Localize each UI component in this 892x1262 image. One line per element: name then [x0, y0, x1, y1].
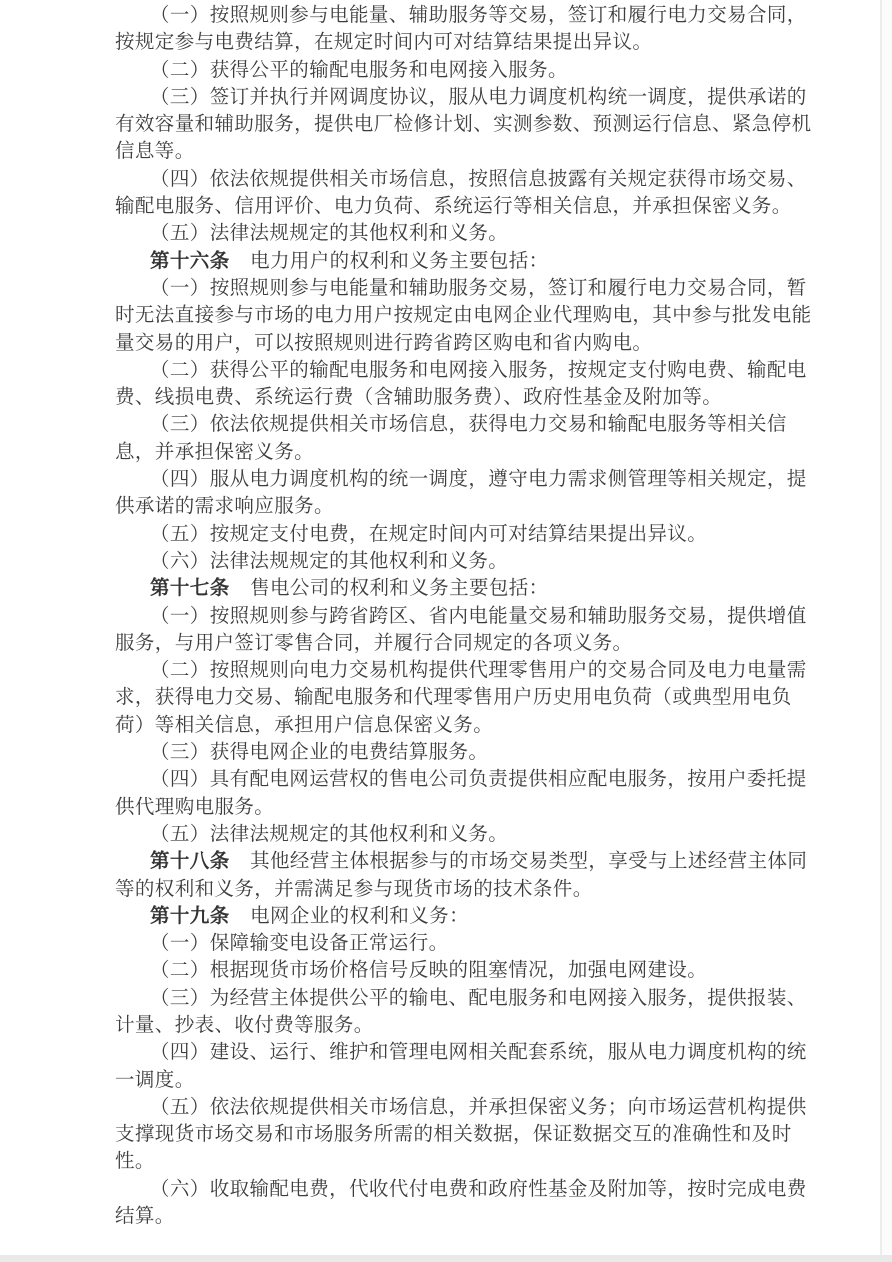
line-text: 一调度。: [115, 1069, 195, 1091]
text-line: [115, 957, 797, 984]
line-text: （五）法律法规规定的其他权利和义务。: [150, 823, 509, 845]
line-text: （二）获得公平的输配电服务和电网接入服务，按规定支付购电费、输配电: [150, 359, 807, 381]
article-number: 第十九条: [150, 905, 230, 927]
line-text: 供承诺的需求响应服务。: [115, 496, 334, 518]
line-text: 性。: [115, 1151, 155, 1173]
text-line: [115, 138, 797, 165]
line-text: （二）获得公平的输配电服务和电网接入服务。: [150, 59, 568, 81]
page-bottom-edge: [0, 1255, 892, 1262]
line-text: （一）按照规则参与电能量、辅助服务等交易，签订和履行电力交易合同，: [150, 5, 807, 26]
line-text: 电力用户的权利和义务主要包括：: [250, 250, 549, 272]
text-line: [115, 493, 797, 520]
text-line: [115, 220, 797, 247]
line-text: 其他经营主体根据参与的市场交易类型，享受与上述经营主体同: [250, 851, 808, 873]
line-text: （三）签订并执行并网调度协议，服从电力调度机构统一调度，提供承诺的: [150, 86, 807, 108]
article-heading-line: [115, 903, 797, 930]
line-text: 结算。: [115, 1206, 175, 1228]
line-text: （四）依法依规提供相关市场信息，按照信息披露有关规定获得市场交易、: [150, 168, 807, 190]
line-text: （五）法律法规规定的其他权利和义务。: [150, 223, 509, 245]
text-line: [115, 57, 797, 84]
line-text: （四）服从电力调度机构的统一调度，遵守电力需求侧管理等相关规定，提: [150, 469, 807, 491]
line-text: 信息等。: [115, 141, 195, 163]
line-text: （三）获得电网企业的电费结算服务。: [150, 742, 489, 764]
line-text: 息，并承担保密义务。: [115, 441, 315, 463]
text-line: [115, 766, 807, 793]
text-line: [115, 1148, 797, 1175]
line-text: 支撑现货市场交易和市场服务所需的相关数据，保证数据交互的准确性和及时: [115, 1124, 792, 1146]
text-line: [115, 548, 797, 575]
page-right-edge: [880, 0, 882, 1262]
line-text: 输配电服务、信用评价、电力负荷、系统运行等相关信息，并承担保密义务。: [115, 196, 792, 218]
text-line: [115, 985, 807, 1012]
line-text: （一）按照规则参与跨省跨区、省内电能量交易和辅助服务交易，提供增值: [150, 605, 807, 627]
line-text: 求，获得电力交易、输配电服务和代理零售用户历史用电负荷（或典型用电负: [115, 687, 792, 709]
text-line: [115, 739, 797, 766]
article-number: 第十七条: [150, 578, 230, 600]
line-text: （六）收取输配电费，代收代付电费和政府性基金及附加等，按时完成电费: [150, 1178, 807, 1200]
text-line: [115, 712, 797, 739]
line-text: （二）根据现货市场价格信号反映的阻塞情况，加强电网建设。: [150, 960, 708, 982]
line-text: 有效容量和辅助服务，提供电厂检修计划、实测参数、预测运行信息、紧急停机: [115, 114, 812, 136]
text-line: [115, 630, 797, 657]
line-text: 时无法直接参与市场的电力用户按规定由电网企业代理购电，其中参与批发电能: [115, 305, 812, 327]
text-line: [115, 1203, 797, 1230]
line-text: （一）按照规则参与电能量和辅助服务交易，签订和履行电力交易合同，暂: [150, 277, 807, 299]
line-text: （三）依法依规提供相关市场信息，获得电力交易和输配电服务等相关信: [150, 414, 787, 436]
article-number: 第十八条: [150, 851, 230, 873]
text-line: [115, 1121, 797, 1148]
text-line: [115, 302, 812, 329]
line-text: 计量、抄表、收付费等服务。: [115, 1014, 374, 1036]
text-line: [115, 684, 797, 711]
text-line: [115, 411, 797, 438]
text-line: [115, 657, 807, 684]
text-line: [115, 357, 807, 384]
article-heading-line: [115, 848, 808, 875]
article-heading-line: [115, 248, 797, 275]
text-line: [115, 330, 797, 357]
text-line: [115, 193, 797, 220]
text-line: [115, 1176, 807, 1203]
line-text: （三）为经营主体提供公平的输电、配电服务和电网接入服务，提供报装、: [150, 987, 807, 1009]
line-text: 等的权利和义务，并需满足参与现货市场的技术条件。: [115, 878, 593, 900]
text-line: [115, 1067, 797, 1094]
text-line: [115, 603, 807, 630]
text-line: [115, 794, 797, 821]
text-line: [115, 876, 797, 903]
text-line: [115, 29, 797, 56]
line-text: （五）依法依规提供相关市场信息，并承担保密义务；向市场运营机构提供: [150, 1096, 807, 1118]
text-line: [115, 930, 797, 957]
line-text: （五）按规定支付电费，在规定时间内可对结算结果提出异议。: [150, 523, 708, 545]
line-text: （二）按照规则向电力交易机构提供代理零售用户的交易合同及电力电量需: [150, 660, 807, 682]
text-line: [115, 111, 812, 138]
line-text: 按规定参与电费结算，在规定时间内可对结算结果提出异议。: [115, 32, 653, 54]
text-line: [115, 439, 797, 466]
text-line: [115, 275, 807, 302]
text-line: [115, 384, 797, 411]
text-line: [115, 466, 807, 493]
page-right-shade: [882, 0, 892, 1262]
article-heading-line: [115, 575, 797, 602]
document-body: [115, 2, 812, 1230]
text-line: [115, 1094, 807, 1121]
text-line: [115, 84, 807, 111]
text-line: [115, 1012, 797, 1039]
text-line: [115, 1039, 807, 1066]
line-text: 荷）等相关信息，承担用户信息保密义务。: [115, 714, 494, 736]
text-line: [115, 2, 807, 29]
line-text: 费、线损电费、系统运行费（含辅助服务费）、政府性基金及附加等。: [115, 387, 723, 409]
line-text: 量交易的用户，可以按照规则进行跨省跨区购电和省内购电。: [115, 332, 653, 354]
line-text: 服务，与用户签订零售合同，并履行合同规定的各项义务。: [115, 632, 633, 654]
text-line: [115, 166, 807, 193]
text-line: [115, 821, 797, 848]
line-text: （四）建设、运行、维护和管理电网相关配套系统，服从电力调度机构的统: [150, 1042, 807, 1064]
line-text: 售电公司的权利和义务主要包括：: [250, 578, 549, 600]
line-text: 电网企业的权利和义务：: [250, 905, 469, 927]
article-number: 第十六条: [150, 250, 230, 272]
line-text: （四）具有配电网运营权的售电公司负责提供相应配电服务，按用户委托提: [150, 769, 807, 791]
line-text: 供代理购电服务。: [115, 796, 275, 818]
text-line: [115, 521, 797, 548]
line-text: （六）法律法规规定的其他权利和义务。: [150, 550, 509, 572]
line-text: （一）保障输变电设备正常运行。: [150, 933, 449, 955]
